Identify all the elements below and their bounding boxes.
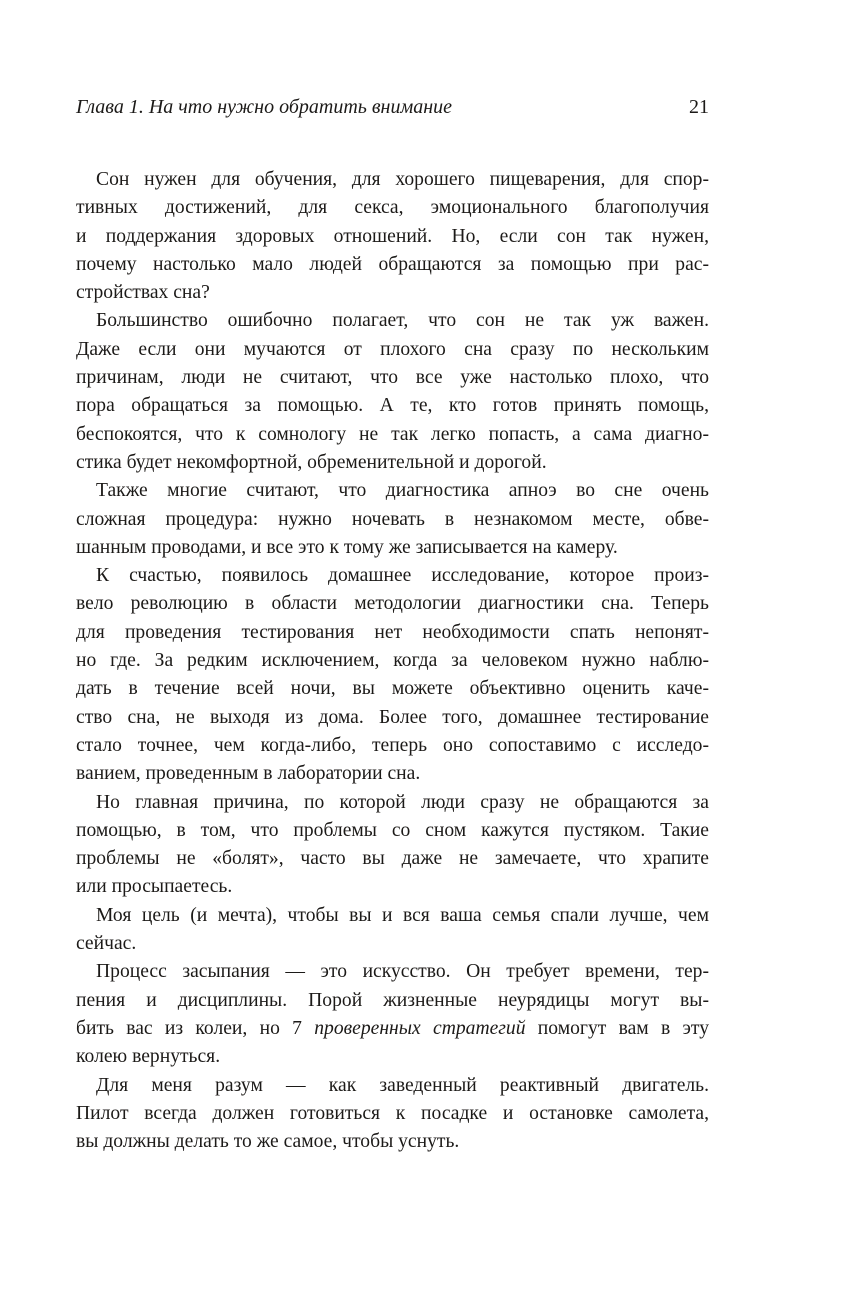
emphasis-text: проверенных стратегий bbox=[314, 1017, 526, 1039]
text-segment: причинам, люди не считают, что все уже настолько плохо, что bbox=[76, 367, 709, 389]
text-segment: стройствах сна? bbox=[76, 282, 210, 304]
paragraph bbox=[76, 166, 709, 307]
text-line bbox=[76, 166, 709, 194]
text-line bbox=[76, 477, 709, 505]
text-segment: ство сна, не выходя из дома. Более того, домашнее тестирование bbox=[76, 706, 709, 728]
text-line bbox=[76, 902, 709, 930]
text-segment: проблемы не «болят», часто вы даже не замечаете, что храпите bbox=[76, 848, 709, 870]
paragraph bbox=[76, 789, 709, 902]
text-segment: дать в течение всей ночи, вы можете объективно оценить каче- bbox=[76, 678, 709, 700]
page-number: 21 bbox=[689, 96, 709, 118]
text-line bbox=[76, 194, 709, 222]
text-line bbox=[76, 534, 709, 562]
text-segment: но где. За редким исключением, когда за человеком нужно наблю- bbox=[76, 650, 709, 672]
text-line bbox=[76, 760, 709, 788]
text-segment: почему настолько мало людей обращаются за помощью при рас- bbox=[76, 253, 709, 275]
text-line bbox=[76, 930, 709, 958]
text-segment: помощью, в том, что проблемы со сном кажутся пустяком. Такие bbox=[76, 819, 709, 841]
paragraph bbox=[76, 958, 709, 1071]
text-line bbox=[76, 817, 709, 845]
text-line bbox=[76, 307, 709, 335]
text-line bbox=[76, 1100, 709, 1128]
text-segment: вело революцию в области методологии диагностики сна. Теперь bbox=[76, 593, 709, 615]
text-segment: сейчас. bbox=[76, 933, 137, 955]
text-segment: Для меня разум — как заведенный реактивный двигатель. bbox=[96, 1074, 709, 1096]
text-segment: Моя цель (и мечта), чтобы вы и вся ваша семья спали лучше, чем bbox=[96, 904, 709, 926]
text-line bbox=[76, 506, 709, 534]
text-segment: для проведения тестирования нет необходимости спать непонят- bbox=[76, 621, 709, 643]
text-line bbox=[76, 562, 709, 590]
text-line bbox=[76, 364, 709, 392]
text-line bbox=[76, 845, 709, 873]
text-line bbox=[76, 987, 709, 1015]
text-line bbox=[76, 732, 709, 760]
page-header bbox=[76, 96, 709, 126]
text-segment: пения и дисциплины. Порой жизненные неурядицы могут вы- bbox=[76, 989, 709, 1011]
text-segment: или просыпаетесь. bbox=[76, 876, 233, 898]
text-segment: Пилот всегда должен готовиться к посадке и остановке самолета, bbox=[76, 1102, 709, 1124]
text-segment: помогут вам в эту bbox=[525, 1017, 709, 1039]
text-line bbox=[76, 958, 709, 986]
text-line bbox=[76, 251, 709, 279]
text-segment: ванием, проведенным в лаборатории сна. bbox=[76, 763, 421, 785]
text-line bbox=[76, 223, 709, 251]
text-line bbox=[76, 1043, 709, 1071]
paragraph bbox=[76, 307, 709, 477]
paragraph bbox=[76, 477, 709, 562]
paragraph bbox=[76, 562, 709, 788]
text-line bbox=[76, 336, 709, 364]
text-segment: пора обращаться за помощью. А те, кто готов принять помощь, bbox=[76, 395, 709, 417]
text-segment: беспокоятся, что к сомнологу не так легко попасть, а сама диагно- bbox=[76, 423, 709, 445]
text-segment: шанным проводами, и все это к тому же записывается на камеру. bbox=[76, 536, 618, 558]
text-line bbox=[76, 789, 709, 817]
text-segment: вы должны делать то же самое, чтобы уснуть. bbox=[76, 1131, 460, 1153]
text-segment: Большинство ошибочно полагает, что сон не так уж важен. bbox=[96, 310, 709, 332]
text-segment: бить вас из колеи, но 7 bbox=[76, 1017, 315, 1039]
text-line bbox=[76, 421, 709, 449]
text-line bbox=[76, 279, 709, 307]
text-segment: колею вернуться. bbox=[76, 1046, 221, 1068]
text-line bbox=[76, 449, 709, 477]
text-line bbox=[76, 704, 709, 732]
text-line bbox=[76, 1072, 709, 1100]
text-line bbox=[76, 1128, 709, 1156]
text-segment: К счастью, появилось домашнее исследование, которое произ- bbox=[96, 565, 709, 587]
text-segment: тивных достижений, для секса, эмоционального благополучия bbox=[76, 197, 709, 219]
text-line bbox=[76, 590, 709, 618]
text-line bbox=[76, 392, 709, 420]
text-segment: Также многие считают, что диагностика апноэ во сне очень bbox=[96, 480, 709, 502]
text-line bbox=[76, 619, 709, 647]
text-segment: Даже если они мучаются от плохого сна сразу по нескольким bbox=[76, 338, 709, 360]
text-segment: Но главная причина, по которой люди сразу не обращаются за bbox=[96, 791, 709, 813]
text-segment: стало точнее, чем когда-либо, теперь оно сопоставимо с исследо- bbox=[76, 734, 709, 756]
body-text bbox=[76, 166, 709, 1156]
paragraph bbox=[76, 1072, 709, 1157]
text-segment: и поддержания здоровых отношений. Но, если сон так нужен, bbox=[76, 225, 709, 247]
text-segment: Сон нужен для обучения, для хорошего пищеварения, для спор- bbox=[96, 169, 709, 190]
text-segment: сложная процедура: нужно ночевать в незнакомом месте, обве- bbox=[76, 508, 709, 530]
running-title: Глава 1. На что нужно обратить внимание bbox=[76, 96, 453, 118]
text-line bbox=[76, 1015, 709, 1043]
text-line bbox=[76, 675, 709, 703]
text-line bbox=[76, 873, 709, 901]
text-segment: Процесс засыпания — это искусство. Он требует времени, тер- bbox=[96, 961, 709, 983]
text-segment: стика будет некомфортной, обременительной и дорогой. bbox=[76, 451, 547, 473]
paragraph bbox=[76, 902, 709, 959]
text-line bbox=[76, 647, 709, 675]
